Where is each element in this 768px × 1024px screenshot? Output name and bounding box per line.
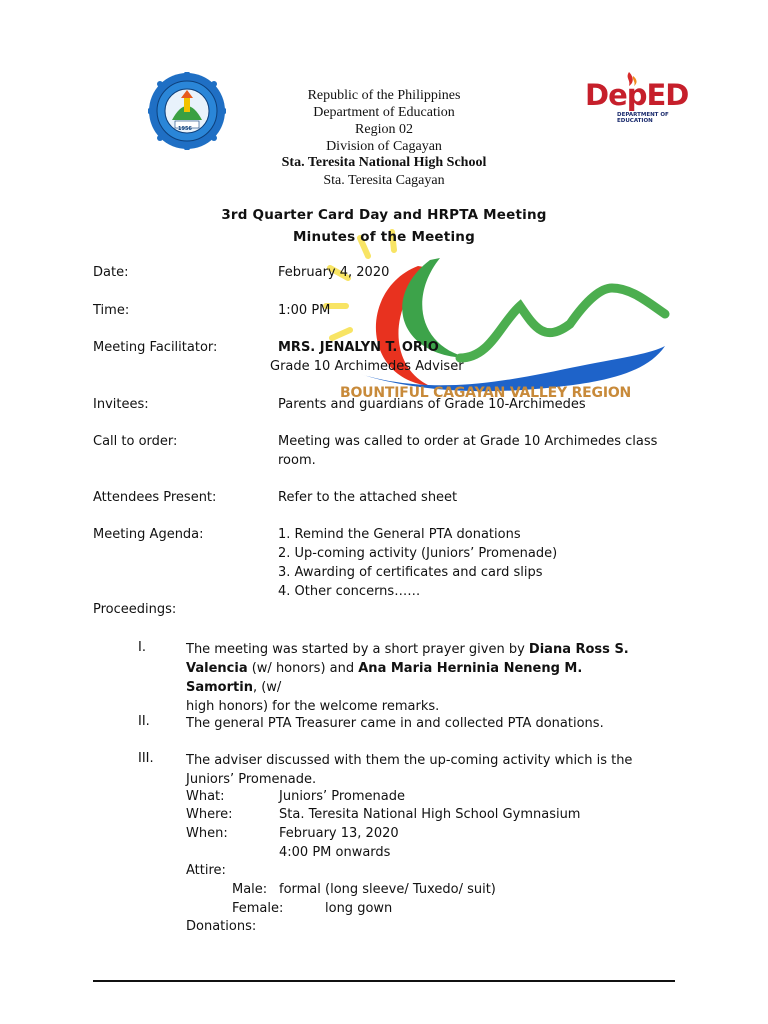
when-value-date: February 13, 2020	[279, 826, 399, 841]
attire-male-value: formal (long sleeve/ Tuxedo/ suit)	[279, 882, 496, 897]
what-value: Juniors’ Promenade	[279, 789, 406, 804]
when-value-time: 4:00 PM onwards	[279, 845, 391, 860]
header-department: Department of Education	[313, 105, 455, 120]
agenda-item: 4. Other concerns……	[278, 584, 421, 599]
attire-male-label: Male:	[232, 882, 268, 897]
attendees-value: Refer to the attached sheet	[278, 490, 458, 505]
time-label: Time:	[93, 303, 130, 318]
agenda-item: 2. Up-coming activity (Juniors’ Promenade)	[278, 546, 558, 561]
agenda-item: 3. Awarding of certificates and card slips	[278, 565, 543, 580]
footer-divider	[93, 980, 675, 982]
document-title: 3rd Quarter Card Day and HRPTA Meeting	[221, 207, 547, 223]
when-label: When:	[186, 826, 228, 841]
document-subtitle: Minutes of the Meeting	[293, 229, 475, 245]
header-region: Region 02	[355, 122, 413, 137]
facilitator-label: Meeting Facilitator:	[93, 340, 218, 355]
deped-wordmark: DepED	[585, 78, 689, 112]
what-label: What:	[186, 789, 225, 804]
proceedings-label: Proceedings:	[93, 602, 177, 617]
header-address: Sta. Teresita Cagayan	[323, 173, 445, 188]
header-school: Sta. Teresita National High School	[281, 155, 487, 170]
date-label: Date:	[93, 265, 129, 280]
agenda-label: Meeting Agenda:	[93, 527, 204, 542]
proceeding-iii-line1: The adviser discussed with them the up-coming activity which is the	[186, 753, 633, 768]
facilitator-role: Grade 10 Archimedes Adviser	[270, 359, 464, 374]
header-republic: Republic of the Philippines	[307, 88, 461, 103]
time-value: 1:00 PM	[278, 303, 331, 318]
attire-female-label: Female:	[232, 901, 284, 916]
call-to-order-line1: Meeting was called to order at Grade 10 Archimedes class	[278, 434, 658, 449]
where-label: Where:	[186, 807, 233, 822]
proceeding-i-text: The meeting was started by a short prayer given by Diana Ross S. Valencia (w/ honors) and Ana Maria Herninia Neneng M. Samortin, (w/ high honors) for the welcome remarks.	[186, 642, 629, 714]
watermark-caption: BOUNTIFUL CAGAYAN VALLEY REGION	[340, 385, 632, 401]
call-to-order-label: Call to order:	[93, 434, 178, 449]
call-to-order-line2: room.	[278, 453, 316, 468]
attendees-label: Attendees Present:	[93, 490, 217, 505]
proceeding-ii-text: The general PTA Treasurer came in and collected PTA donations.	[186, 716, 604, 731]
attire-label: Attire:	[186, 863, 226, 878]
bountiful-cagayan-watermark	[320, 228, 680, 408]
donations-label: Donations:	[186, 919, 257, 934]
header-division: Division of Cagayan	[326, 139, 442, 154]
deped-subtitle: DEPARTMENT OF EDUCATION	[617, 112, 669, 124]
seal-year: 1956	[178, 126, 192, 132]
invitees-label: Invitees:	[93, 397, 149, 412]
proceeding-iii-line2: Juniors’ Promenade.	[186, 772, 317, 787]
proceeding-ii-number: II.	[138, 714, 150, 729]
date-value: February 4, 2020	[278, 265, 390, 280]
where-value: Sta. Teresita National High School Gymnasium	[279, 807, 581, 822]
facilitator-name: MRS. JENALYN T. ORIO	[278, 340, 439, 355]
attire-female-value: long gown	[325, 901, 393, 916]
invitees-value: Parents and guardians of Grade 10-Archimedes	[278, 397, 586, 412]
agenda-item: 1. Remind the General PTA donations	[278, 527, 521, 542]
proceeding-i-number: I.	[138, 640, 146, 655]
proceeding-iii-number: III.	[138, 751, 154, 766]
